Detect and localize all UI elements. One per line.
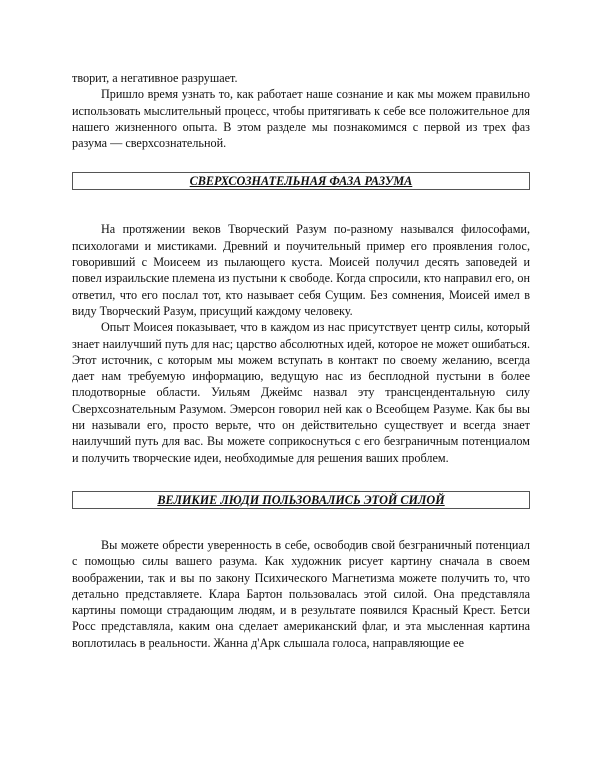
section1-paragraph-2: Опыт Моисея показывает, что в каждом из нас присутствует центр силы, который знает наилучший путь для нас; царство абсолютных идей, которое не может ошибаться. Этот источник, с которым мы можем вступать в контакт по своему желанию, всегда дает нам требуемую информацию, ведущую нас из бесплодной пустыни в более плодотворные области. Уильям Джеймс назвал эту трансцендентальную силу Сверхсознательным Разумом. Эмерсон говорил ней как о Всеобщем Разуме. Как бы вы ни называли его, просто верьте, что он действительно существует и всегда знает наилучший путь для вас. Вы можете соприкоснуться с его безграничным потенциалом и получить творческие идеи, необходимые для решения ваших проблем. <box>72 320 530 465</box>
section-heading-text: СВЕРХСОЗНАТЕЛЬНАЯ ФАЗА РАЗУМА <box>189 174 413 189</box>
section-heading-text: ВЕЛИКИЕ ЛЮДИ ПОЛЬЗОВАЛИСЬ ЭТОЙ СИЛОЙ <box>157 492 445 507</box>
document-page <box>72 70 530 651</box>
intro-continuation: творит, а негативное разрушает. <box>72 71 238 85</box>
section-heading-superconscious <box>72 172 530 190</box>
section-heading-great-people <box>72 491 530 509</box>
intro-paragraph: Пришло время узнать то, как работает наше сознание и как мы можем правильно использовать мыслительный процесс, чтобы притягивать к себе все положительное для нашего жизненного опыта. В этом разделе мы познакомимся с первой из трех фаз разума — сверхсознательной. <box>72 87 530 151</box>
section1-paragraph-1: На протяжении веков Творческий Разум по-разному назывался философами, психологами и мистиками. Древний и поучительный пример его проявления голос, говоривший с Моисеем из пылающего куста. Моисей получил десять заповедей и повел израильские племена из пустыни к свободе. Когда спросили, кто направил его, он ответил, что его послал тот, кто называет себя Сущим. Без сомнения, Моисей имел в виду Творческий Разум, присущий каждому человеку. <box>72 222 530 318</box>
section2-paragraph-1: Вы можете обрести уверенность в себе, освободив свой безграничный потенциал с помощью силы вашего разума. Как художник рисует картину сначала в своем воображении, так и вы по закону Психического Магнетизма можете получить то, что детально представляете. Клара Бартон пользовалась этой силой. Она представляла картины помощи страдающим людям, и в результате появился Красный Крест. Бетси Росс представляла, каким она сделает американский флаг, и эта мысленная картина воплотилась в реальности. Жанна д'Арк слышала голоса, направляющие ее <box>72 537 530 650</box>
